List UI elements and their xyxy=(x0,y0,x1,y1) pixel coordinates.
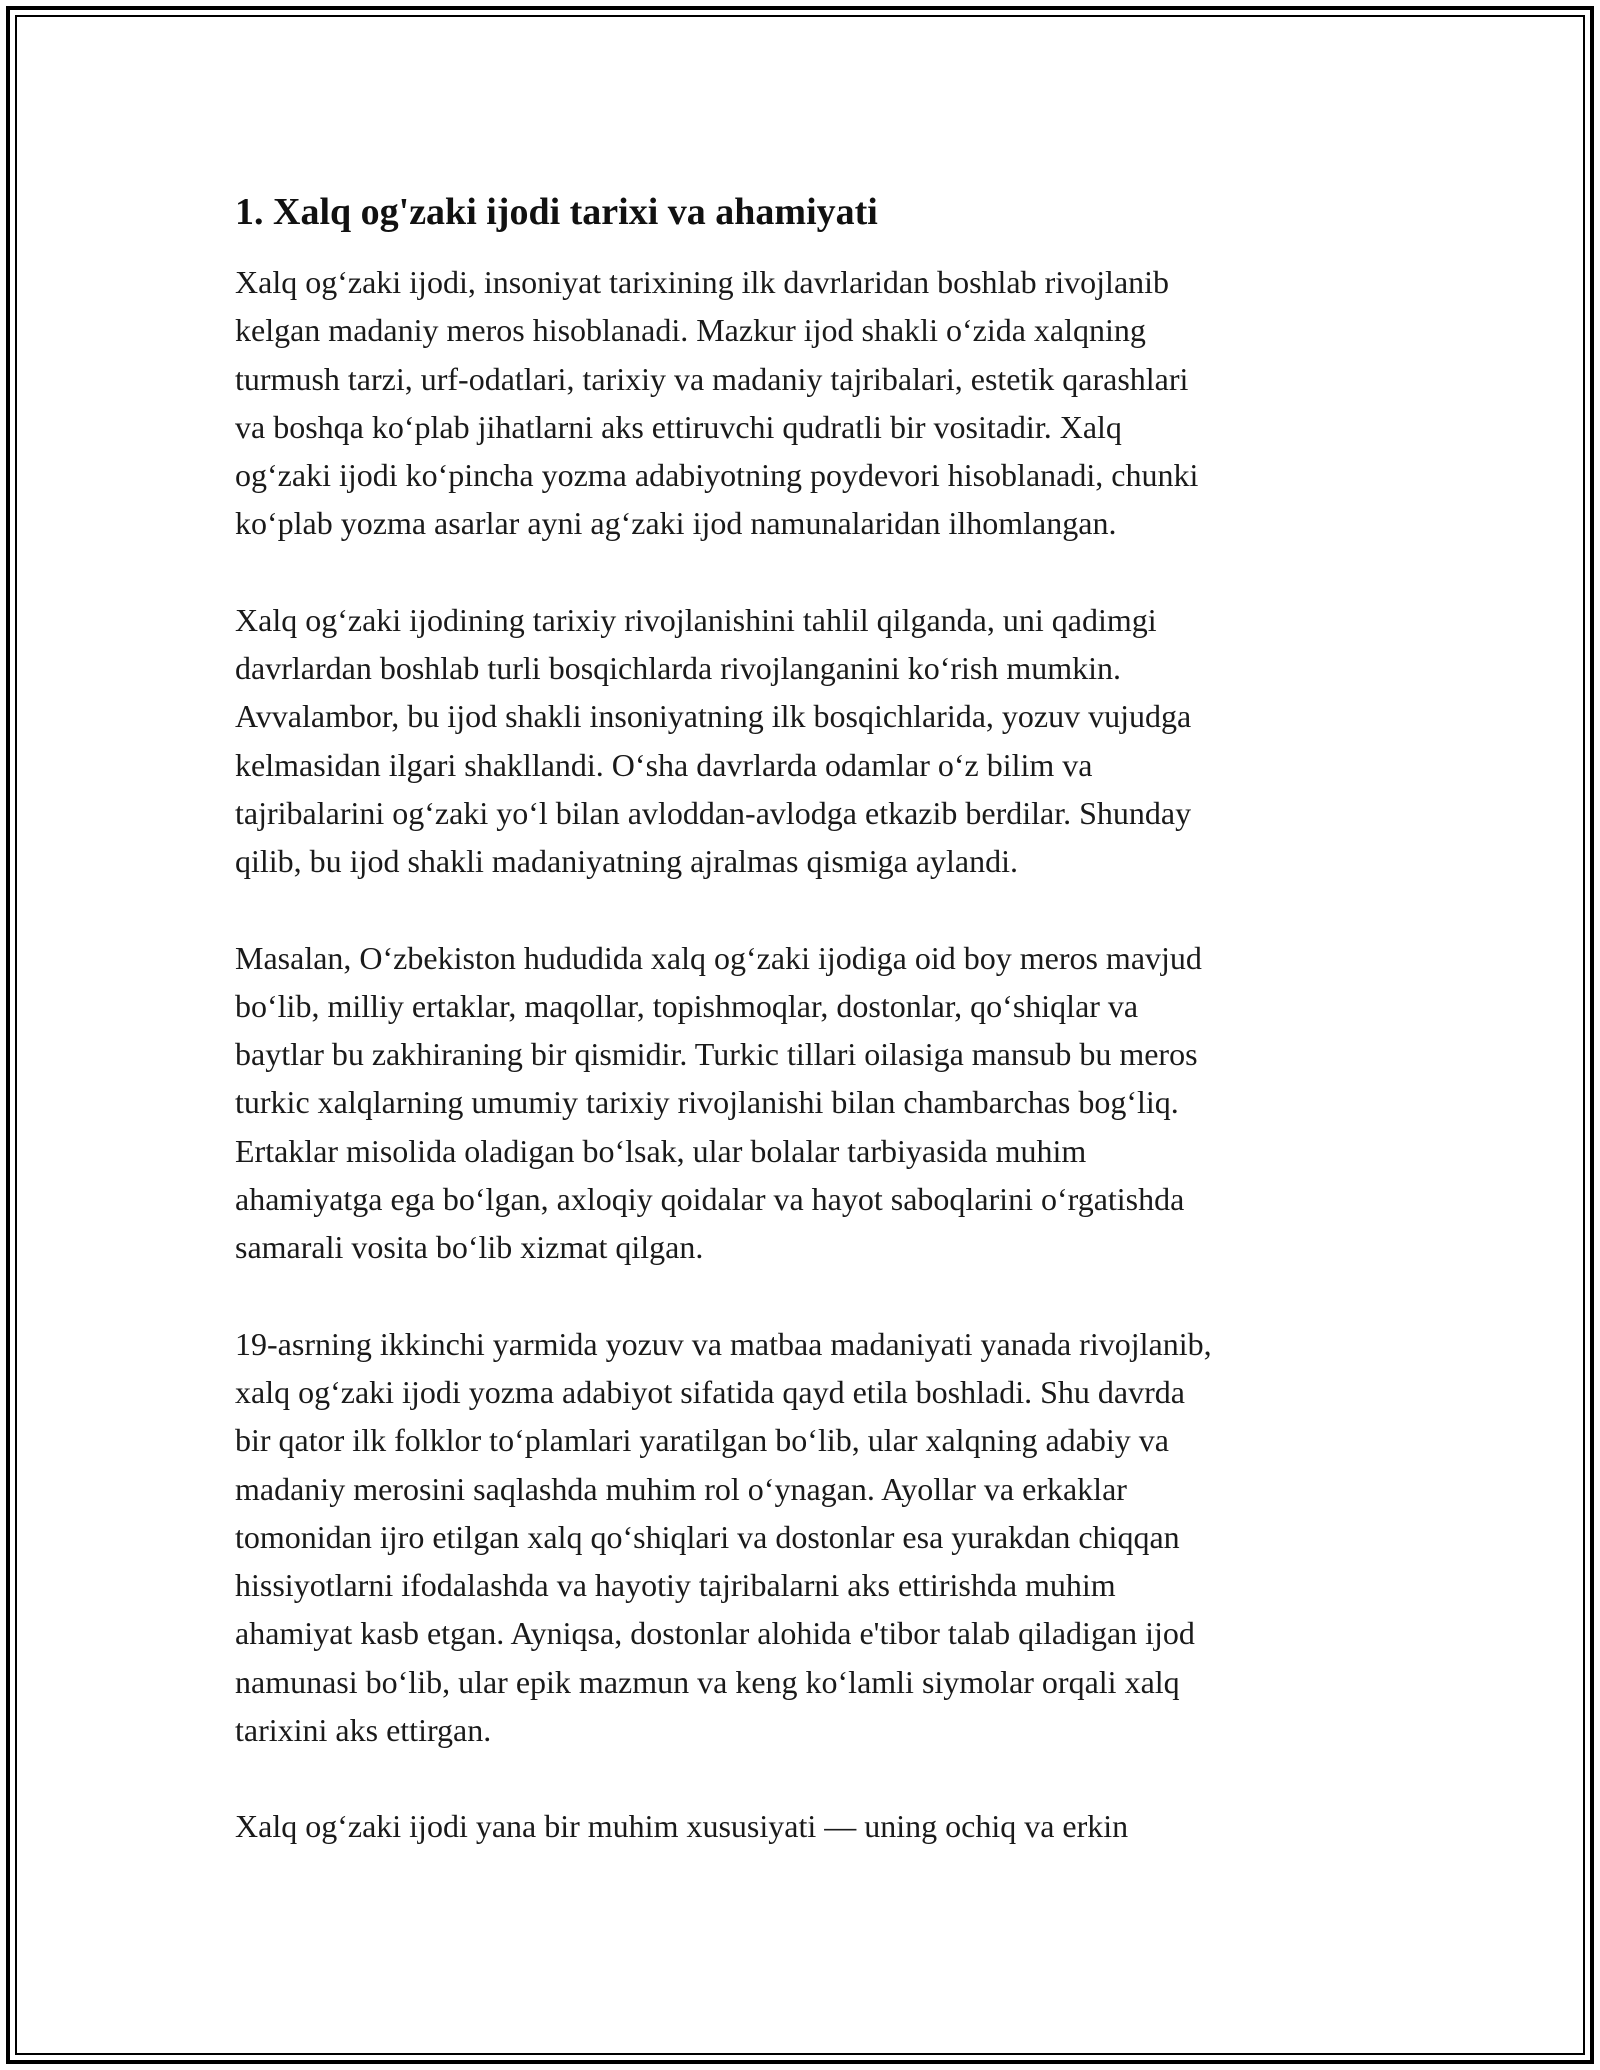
paragraph-line: xalq og‘zaki ijodi yozma adabiyot sifatida qayd etila boshladi. Shu davrda xyxy=(235,1373,1185,1410)
paragraph-line: va boshqa ko‘plab jihatlarni aks ettiruvchi qudratli bir vositadir. Xalq xyxy=(235,408,1122,445)
section-heading: 1. Xalq og'zaki ijodi tarixi va ahamiyati xyxy=(235,191,878,233)
paragraph-line: Avvalambor, bu ijod shakli insoniyatning ilk bosqichlarida, yozuv vujudga xyxy=(235,698,1192,735)
paragraph-line: ahamiyat kasb etgan. Ayniqsa, dostonlar alohida e'tibor talab qiladigan ijod xyxy=(235,1615,1195,1652)
paragraph-4 xyxy=(235,1320,1385,1755)
paragraph-line: bir qator ilk folklor to‘plamlari yaratilgan bo‘lib, ular xalqning adabiy va xyxy=(235,1422,1169,1459)
paragraph-line: samarali vosita bo‘lib xizmat qilgan. xyxy=(235,1229,704,1266)
paragraph-line: Xalq og‘zaki ijodining tarixiy rivojlanishini tahlil qilganda, uni qadimgi xyxy=(235,601,1157,638)
paragraph-line: bo‘lib, milliy ertaklar, maqollar, topishmoqlar, dostonlar, qo‘shiqlar va xyxy=(235,987,1139,1024)
paragraph-line: tarixini aks ettirgan. xyxy=(235,1712,492,1749)
paragraph-line: Ertaklar misolida oladigan bo‘lsak, ular bolalar tarbiyasida muhim xyxy=(235,1132,1087,1169)
paragraph-line: 19-asrning ikkinchi yarmida yozuv va matbaa madaniyati yanada rivojlanib, xyxy=(235,1325,1212,1362)
paragraph-line: kelgan madaniy meros hisoblanadi. Mazkur ijod shakli o‘zida xalqning xyxy=(235,312,1146,349)
paragraph-line: ko‘plab yozma asarlar ayni ag‘zaki ijod namunalaridan ilhomlangan. xyxy=(235,505,1117,542)
document-body xyxy=(235,186,1385,1899)
paragraph-line: turmush tarzi, urf-odatlari, tarixiy va madaniy tajribalari, estetik qarashlari xyxy=(235,360,1189,397)
paragraph-line: baytlar bu zakhiraning bir qismidir. Turkic tillari oilasiga mansub bu meros xyxy=(235,1036,1198,1073)
paragraph-line: davrlardan boshlab turli bosqichlarda rivojlanganini ko‘rish mumkin. xyxy=(235,650,1122,687)
paragraph-line: turkic xalqlarning umumiy tarixiy rivojlanishi bilan chambarchas bog‘liq. xyxy=(235,1084,1179,1121)
paragraph-line: Xalq og‘zaki ijodi yana bir muhim xususiyati — uning ochiq va erkin xyxy=(235,1808,1129,1845)
paragraph-line: hissiyotlarni ifodalashda va hayotiy tajribalarni aks ettirishda muhim xyxy=(235,1567,1116,1604)
paragraph-line: tajribalarini og‘zaki yo‘l bilan avloddan-avlodga etkazib berdilar. Shunday xyxy=(235,794,1192,831)
paragraph-line: Xalq og‘zaki ijodi, insoniyat tarixining ilk davrlaridan boshlab rivojlanib xyxy=(235,264,1170,300)
paragraph-line: ahamiyatga ega bo‘lgan, axloqiy qoidalar va hayot saboqlarini o‘rgatishda xyxy=(235,1181,1185,1218)
paragraph-line: namunasi bo‘lib, ular epik mazmun va keng ko‘lamli siymolar orqali xalq xyxy=(235,1663,1180,1700)
paragraph-line: Masalan, O‘zbekiston hududida xalq og‘zaki ijodiga oid boy meros mavjud xyxy=(235,939,1202,976)
paragraph-line: qilib, bu ijod shakli madaniyatning ajralmas qismiga aylandi. xyxy=(235,843,1018,880)
paragraph-1 xyxy=(235,258,1385,548)
paragraph-3 xyxy=(235,934,1385,1272)
paragraph-5 xyxy=(235,1802,1385,1850)
paragraph-line: tomonidan ijro etilgan xalq qo‘shiqlari va dostonlar esa yurakdan chiqqan xyxy=(235,1518,1180,1555)
paragraph-line: kelmasidan ilgari shakllandi. O‘sha davrlarda odamlar o‘z bilim va xyxy=(235,746,1093,783)
paragraph-line: madaniy merosini saqlashda muhim rol o‘ynagan. Ayollar va erkaklar xyxy=(235,1470,1127,1507)
paragraph-2 xyxy=(235,596,1385,886)
paragraph-line: og‘zaki ijodi ko‘pincha yozma adabiyotning poydevori hisoblanadi, chunki xyxy=(235,457,1199,494)
